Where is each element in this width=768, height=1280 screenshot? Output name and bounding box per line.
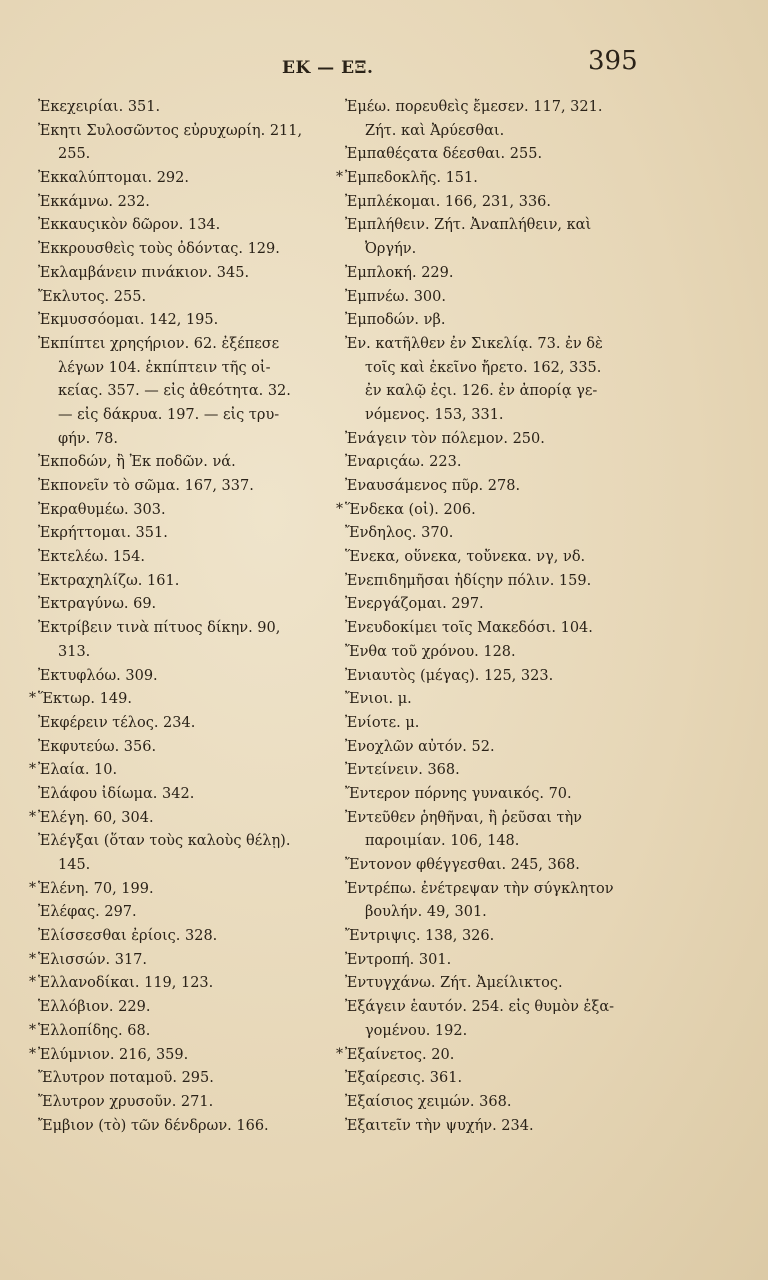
index-entry-text: Ἐμπεδοκλῆς. 151. — [345, 170, 478, 187]
asterisk-marker: * — [29, 879, 36, 896]
index-entry — [345, 593, 670, 617]
index-entry-text: Ζήτ. καὶ Ἀρύεσθαι. — [365, 122, 505, 139]
index-entry-continuation — [345, 1020, 670, 1044]
index-entry-text: Ἐκπονεῖν τὸ σῶμα. 167, 337. — [38, 478, 254, 494]
index-entry-text: Ἑλλοπίδης. 68. — [38, 1022, 151, 1039]
index-entry-text: Ἐκκρουσθεὶς τοὺς ὀδόντας. 129. — [38, 241, 280, 258]
index-entry — [345, 736, 670, 760]
index-entry — [38, 120, 338, 144]
index-entry-text: Ἐκεχειρίαι. 351. — [38, 99, 161, 115]
index-entry — [38, 262, 338, 286]
index-entry-text: Ἐλάφου ἰδίωμα. 342. — [38, 785, 195, 802]
running-head: ΕΚ — ΕΞ. — [282, 58, 374, 78]
index-entry-continuation — [38, 143, 338, 167]
index-entry-text: Ἐλέγξαι (ὅταν τοὺς καλοὺς θέλῃ). — [38, 833, 291, 850]
index-entry-text: Ἐξαιτεῖν τὴν ψυχήν. 234. — [345, 1117, 534, 1134]
index-entry-text: 255. — [58, 146, 91, 163]
index-entry — [38, 167, 338, 191]
index-entry-text: Ἔντερον πόρνης γυναικός. 70. — [345, 785, 572, 802]
index-entry-text: Ἔντριψις. 138, 326. — [345, 928, 495, 945]
index-entry — [345, 570, 670, 594]
index-entry-text: Ἐντυγχάνω. Ζήτ. Ἀμείλικτος. — [345, 975, 563, 992]
index-entry-text: Ἐντεῦθεν ῥηθῆναι, ἢ ῥεῦσαι τὴν — [345, 809, 582, 826]
index-entry — [336, 1044, 670, 1068]
index-entry-text: παροιμίαν. 106, 148. — [365, 833, 520, 850]
index-entry-text: Ἐκτυφλόω. 309. — [38, 667, 158, 684]
index-entry — [345, 191, 670, 215]
index-entry-text: Ἐμέω. πορευθεὶς ἔμεσεν. 117, 321. — [345, 99, 603, 115]
index-entry — [38, 593, 338, 617]
index-entry-text: Ἐνεπιδημῆσαι ἡδίςην πόλιν. 159. — [345, 572, 592, 589]
index-entry-text: Ἔντονον φθέγγεσθαι. 245, 368. — [345, 857, 580, 873]
index-entry-text: Ἐμποδών. νβ. — [345, 312, 446, 329]
index-entry-text: Ἑλλόβιον. 229. — [38, 999, 151, 1016]
index-entry-text: Ἕνδεκα (οἱ). 206. — [345, 501, 476, 518]
page-header — [0, 44, 768, 84]
asterisk-marker: * — [336, 169, 343, 186]
index-entry-continuation — [38, 641, 338, 665]
index-entry — [38, 901, 338, 925]
index-entry-text: Ἔλυτρον ποταμοῦ. 295. — [38, 1070, 214, 1087]
index-entry-text: Ἐντροπή. 301. — [345, 951, 452, 968]
index-entry-text: Ἐμπλοκή. 229. — [345, 264, 454, 281]
index-entry — [345, 1115, 670, 1139]
index-entry-text: Ἔνιοι. μ. — [345, 691, 412, 708]
asterisk-marker: * — [29, 808, 36, 825]
index-entry-text: 313. — [58, 643, 91, 660]
asterisk-marker: * — [29, 1045, 36, 1062]
index-entry-continuation — [345, 357, 670, 381]
index-entry-continuation — [345, 120, 670, 144]
index-entry-text: νόμενος. 153, 331. — [365, 406, 504, 423]
index-entry-text: ἐν καλῷ ἐςι. 126. ἐν ἀπορίᾳ γε- — [365, 383, 598, 400]
index-entry-text: Ἐναυσάμενος πῦρ. 278. — [345, 478, 521, 494]
index-entry — [38, 1067, 338, 1091]
index-entry-text: Ἐναριςάω. 223. — [345, 454, 462, 471]
index-entry-continuation — [38, 428, 338, 452]
index-entry — [38, 214, 338, 238]
index-entry-text: κείας. 357. — εἰς ἀθεότητα. 32. — [58, 383, 291, 400]
index-entry-text: Ἐλίσσεσθαι ἐρίοις. 328. — [38, 928, 218, 945]
index-entry — [38, 309, 338, 333]
index-entry-text: Ἑλένη. 70, 199. — [38, 880, 154, 897]
index-entry — [345, 617, 670, 641]
index-entry — [345, 1067, 670, 1091]
index-entry-continuation — [38, 854, 338, 878]
index-entry — [38, 712, 338, 736]
index-entry — [29, 878, 338, 902]
index-entry-text: Ἐκτρίβειν τινὰ πίτυος δίκην. 90, — [38, 620, 281, 637]
index-entry — [38, 736, 338, 760]
index-entry-text: Ἔμβιον (τὸ) τῶν δένδρων. 166. — [38, 1117, 269, 1134]
index-entry-text: Ἐκραθυμέω. 303. — [38, 501, 166, 518]
index-entry — [38, 499, 338, 523]
index-entry — [38, 546, 338, 570]
index-entry-text: Ἐνάγειν τὸν πόλεμον. 250. — [345, 430, 545, 447]
index-entry-text: Ἐκκαυςικὸν δῶρον. 134. — [38, 217, 221, 234]
index-entry — [345, 759, 670, 783]
index-entry — [38, 1115, 338, 1139]
page-number: 395 — [588, 46, 638, 76]
index-entry-text: Ἐκφέρειν τέλος. 234. — [38, 714, 196, 731]
index-entry — [29, 807, 338, 831]
index-entry — [345, 854, 670, 878]
index-entry-continuation — [345, 830, 670, 854]
index-entry-text: Ἐκλαμβάνειν πινάκιον. 345. — [38, 264, 250, 281]
index-entry — [345, 475, 670, 499]
index-entry — [345, 428, 670, 452]
asterisk-marker: * — [29, 1021, 36, 1038]
asterisk-marker: * — [29, 761, 36, 778]
index-entry — [345, 451, 670, 475]
index-entry-text: Ἐκποδών, ἢ Ἐκ ποδῶν. νά. — [38, 454, 236, 471]
index-entry-text: Ἐκπίπτει χρηςήριον. 62. ἐξέπεσε — [38, 335, 280, 352]
index-entry-text: Ἐν. κατῆλθεν ἐν Σικελίᾳ. 73. ἐν δὲ — [345, 335, 603, 352]
index-entry — [38, 286, 338, 310]
index-entry-text: Ἐκμυσσόομαι. 142, 195. — [38, 312, 219, 329]
index-column-left — [29, 96, 338, 1138]
asterisk-marker: * — [336, 500, 343, 517]
index-entry — [38, 830, 338, 854]
index-entry — [38, 451, 338, 475]
index-entry-continuation — [38, 380, 338, 404]
index-entry — [345, 949, 670, 973]
index-entry-continuation — [345, 901, 670, 925]
index-entry — [38, 522, 338, 546]
index-entry-text: — εἰς δάκρυα. 197. — εἰς τρυ- — [58, 406, 280, 423]
index-entry — [345, 1091, 670, 1115]
index-entry-text: Ἐξαίρεσις. 361. — [345, 1070, 463, 1087]
index-entry-text: Ἐκτραγύνω. 69. — [38, 596, 157, 613]
index-entry — [38, 1091, 338, 1115]
index-entry-text: Ἔνδηλος. 370. — [345, 525, 454, 542]
index-entry-continuation — [38, 357, 338, 381]
index-entry — [38, 96, 338, 120]
index-entry — [345, 783, 670, 807]
index-entry-text: Ἐκκαλύπτομαι. 292. — [38, 170, 189, 187]
index-entry-text: Ἐνεργάζομαι. 297. — [345, 596, 484, 613]
index-entry-text: Ἐνοχλῶν αὐτόν. 52. — [345, 738, 495, 755]
index-entry-text: Ἐξάγειν ἑαυτόν. 254. εἰς θυμὸν ἐξα- — [345, 999, 615, 1016]
index-entry — [345, 925, 670, 949]
index-entry-text: Ἐλαία. 10. — [38, 762, 118, 779]
index-entry-text: Ἐκκάμνω. 232. — [38, 193, 150, 210]
index-entry-text: 145. — [58, 857, 91, 873]
index-entry-text: Ἐκφυτεύω. 356. — [38, 738, 157, 755]
index-entry-text: Ἐλέγη. 60, 304. — [38, 809, 154, 826]
index-entry-text: Ὀργήν. — [365, 241, 417, 258]
asterisk-marker: * — [336, 1045, 343, 1062]
index-entry-text: Ἐνευδοκίμει τοῖς Μακεδόσι. 104. — [345, 620, 593, 637]
index-entry-text: Ἐκτελέω. 154. — [38, 549, 145, 566]
index-entry — [345, 807, 670, 831]
index-entry-text: Ἐξαίσιος χειμών. 368. — [345, 1093, 512, 1110]
asterisk-marker: * — [29, 690, 36, 707]
index-entry — [38, 665, 338, 689]
index-entry-continuation — [345, 380, 670, 404]
index-entry-text: Ἔκλυτος. 255. — [38, 288, 147, 305]
index-entry — [336, 167, 670, 191]
index-entry-text: Ἐκτραχηλίζω. 161. — [38, 572, 180, 589]
index-entry-text: Ἕκτωρ. 149. — [38, 691, 132, 708]
index-entry — [345, 546, 670, 570]
asterisk-marker: * — [29, 974, 36, 991]
index-entry-text: Ἐμπλέκομαι. 166, 231, 336. — [345, 193, 552, 210]
index-entry — [345, 641, 670, 665]
index-entry — [345, 143, 670, 167]
index-entry-text: Ἐνίοτε. μ. — [345, 714, 420, 731]
index-entry — [29, 759, 338, 783]
index-entry — [345, 214, 670, 238]
index-entry-text: Ἐνιαυτὸς (μέγας). 125, 323. — [345, 667, 554, 684]
index-entry — [38, 191, 338, 215]
index-entry — [345, 972, 670, 996]
index-entry — [29, 949, 338, 973]
index-entry — [38, 996, 338, 1020]
index-entry — [345, 878, 670, 902]
index-entry — [38, 475, 338, 499]
index-entry — [29, 1020, 338, 1044]
index-entry-continuation — [345, 238, 670, 262]
index-entry-text: Ἐξαίνετος. 20. — [345, 1046, 455, 1063]
index-entry-text: Ἔλυτρον χρυσοῦν. 271. — [38, 1093, 214, 1110]
index-entry-text: λέγων 104. ἐκπίπτειν τῆς οἰ- — [58, 359, 271, 376]
index-entry-text: Ἐλύμνιον. 216, 359. — [38, 1046, 189, 1063]
index-entry — [345, 96, 670, 120]
index-entry — [345, 262, 670, 286]
index-entry — [345, 309, 670, 333]
index-entry-text: Ἐκητι Συλοσῶντος εὐρυχωρίη. 211, — [38, 122, 303, 139]
index-entry — [29, 688, 338, 712]
asterisk-marker: * — [29, 950, 36, 967]
index-entry-text: Ἕνεκα, οὕνεκα, τοὔνεκα. νγ, νδ. — [345, 549, 586, 566]
index-entry — [38, 570, 338, 594]
index-entry-text: Ἑλισσών. 317. — [38, 951, 148, 968]
index-entry — [345, 522, 670, 546]
index-entry-text: Ἑλλανοδίκαι. 119, 123. — [38, 975, 214, 992]
index-entry-text: Ἐμπαθέςατα δέεσθαι. 255. — [345, 146, 543, 163]
index-entry-text: Ἐντείνειν. 368. — [345, 762, 460, 779]
index-column-right — [336, 96, 670, 1138]
index-entry-text: γομένου. 192. — [365, 1022, 468, 1039]
index-entry — [29, 1044, 338, 1068]
index-entry — [38, 333, 338, 357]
index-entry — [38, 238, 338, 262]
index-entry — [38, 925, 338, 949]
index-entry-text: φήν. 78. — [58, 430, 118, 447]
index-entry-text: Ἐμπλήθειν. Ζήτ. Ἀναπλήθειν, καὶ — [345, 217, 592, 234]
index-entry — [345, 333, 670, 357]
index-entry — [29, 972, 338, 996]
index-entry — [38, 783, 338, 807]
index-entry-continuation — [38, 404, 338, 428]
index-entry-text: Ἐκρήττομαι. 351. — [38, 525, 168, 542]
index-entry-text: Ἔνθα τοῦ χρόνου. 128. — [345, 643, 516, 660]
index-entry-text: Ἐλέφας. 297. — [38, 904, 137, 921]
index-entry — [345, 286, 670, 310]
index-entry — [38, 617, 338, 641]
index-entry — [345, 665, 670, 689]
index-entry — [345, 712, 670, 736]
index-entry-text: βουλήν. 49, 301. — [365, 904, 487, 921]
index-entry-text: τοῖς καὶ ἐκεῖνο ἤρετο. 162, 335. — [365, 359, 602, 376]
index-entry-continuation — [345, 404, 670, 428]
index-entry — [345, 996, 670, 1020]
index-entry-text: Ἐντρέπω. ἐνέτρεψαν τὴν σύγκλητον — [345, 880, 614, 897]
index-entry — [345, 688, 670, 712]
index-entry-text: Ἐμπνέω. 300. — [345, 288, 446, 305]
index-entry — [336, 499, 670, 523]
